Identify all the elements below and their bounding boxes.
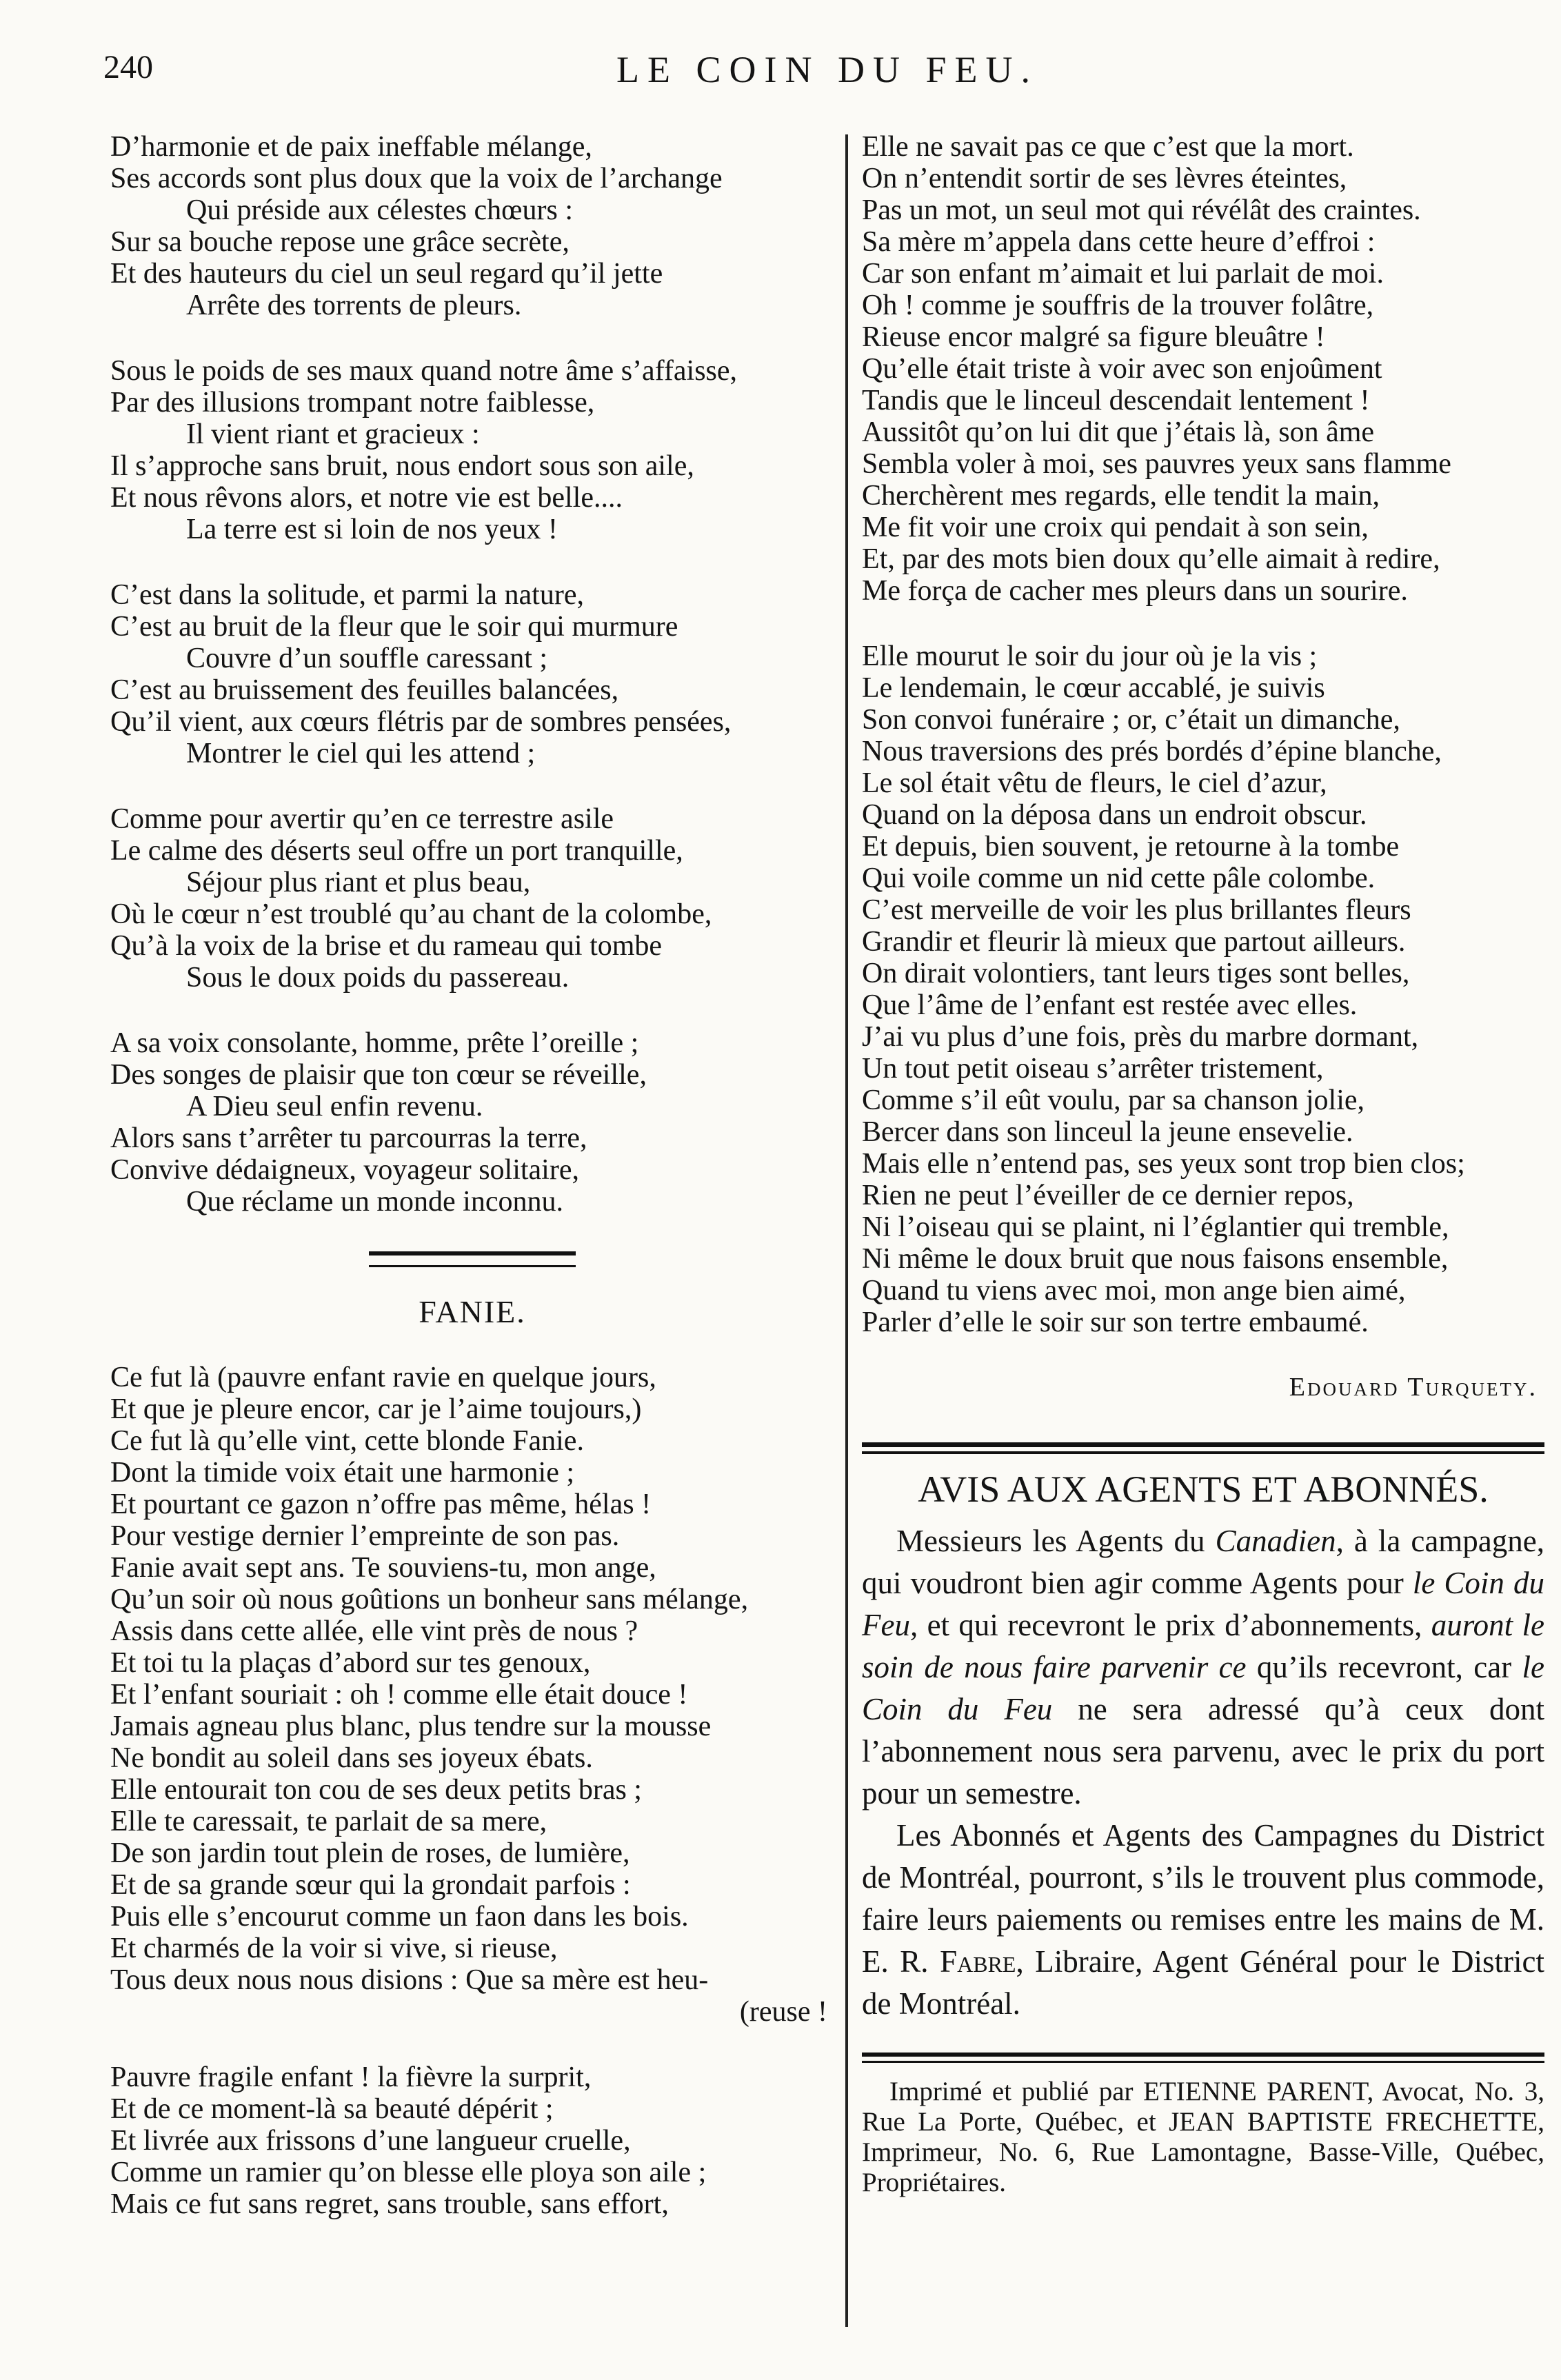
poem-ange-stanzas	[110, 131, 834, 1218]
poem-fanie-continued	[862, 131, 1544, 1338]
notice-title: AVIS AUX AGENTS ET ABONNÉS.	[918, 1469, 1489, 1510]
section-rule	[369, 1251, 576, 1267]
notice-paragraph-2: Les Abonnés et Agents des Campagnes du District de Montréal, pourront, s’ils le trouvent plus commode, faire leurs paiements ou remises entre les mains de M. E. R. Fabre, Libraire, Agent Général pour le District de Montréal.	[862, 1818, 1544, 2021]
verse-line: C’est dans la solitude, et parmi la nature,	[110, 579, 584, 611]
verse-line: Pour vestige dernier l’empreinte de son pas.	[110, 1520, 620, 1552]
verse-line: Ni l’oiseau qui se plaint, ni l’églantier qui tremble,	[862, 1211, 1449, 1243]
verse-line: Et nous rêvons alors, et notre vie est belle....	[110, 482, 623, 514]
verse-line: Que réclame un monde inconnu.	[186, 1186, 563, 1218]
verse-line: Des songes de plaisir que ton cœur se réveille,	[110, 1059, 647, 1091]
verse-line: Qui préside aux célestes chœurs :	[186, 194, 573, 226]
stanza	[862, 641, 1544, 1338]
stanza	[110, 131, 834, 321]
verse-line: Et depuis, bien souvent, je retourne à la tombe	[862, 831, 1400, 863]
verse-line: Ne bondit au soleil dans ses joyeux ébats.	[110, 1742, 593, 1774]
verse-line: Quand tu viens avec moi, mon ange bien aimé,	[862, 1275, 1406, 1307]
verse-line: Rieuse encor malgré sa figure bleuâtre !	[862, 321, 1325, 353]
right-column	[862, 131, 1544, 2198]
notice-body	[862, 1520, 1544, 2025]
verse-line: Bercer dans son linceul la jeune ensevelie.	[862, 1116, 1353, 1148]
verse-line: Sur sa bouche repose une grâce secrète,	[110, 226, 570, 258]
verse-line: Et l’enfant souriait : oh ! comme elle était douce !	[110, 1679, 688, 1711]
verse-line: Et, par des mots bien doux qu’elle aimait à redire,	[862, 543, 1440, 575]
poem-fanie-stanzas	[110, 1362, 834, 2220]
verse-line: Oh ! comme je souffris de la trouver folâtre,	[862, 290, 1374, 321]
verse-line: Arrête des torrents de pleurs.	[186, 290, 522, 321]
verse-line: Sous le poids de ses maux quand notre âme s’affaisse,	[110, 355, 738, 387]
verse-line: Qu’un soir où nous goûtions un bonheur sans mélange,	[110, 1584, 749, 1615]
stanza	[110, 803, 834, 994]
verse-line: Ce fut là (pauvre enfant ravie en quelque jours,	[110, 1362, 656, 1393]
verse-line: Nous traversions des prés bordés d’épine blanche,	[862, 736, 1442, 767]
imprint-text: Imprimé et publié par ETIENNE PARENT, Avocat, No. 3, Rue La Porte, Québec, et JEAN BAPTISTE FRECHETTE, Imprimeur, No. 6, Rue Lamontagne, Basse-Ville, Québec, Propriétaires.	[862, 2077, 1544, 2197]
verse-line: Qu’elle était triste à voir avec son enjoûment	[862, 353, 1382, 385]
verse-line: J’ai vu plus d’une fois, près du marbre dormant,	[862, 1021, 1419, 1053]
verse-line: Et de ce moment-là sa beauté dépérit ;	[110, 2093, 554, 2125]
verse-line: Couvre d’un souffle caressant ;	[186, 643, 548, 674]
verse-line: Ce fut là qu’elle vint, cette blonde Fanie.	[110, 1425, 584, 1457]
verse-line: Elle te caressait, te parlait de sa mere,	[110, 1806, 547, 1837]
verse-line: Tous deux nous nous disions : Que sa mère est heu-	[110, 1964, 709, 1996]
verse-line: Comme s’il eût voulu, par sa chanson jolie,	[862, 1085, 1365, 1116]
verse-line: Où le cœur n’est troublé qu’au chant de la colombe,	[110, 898, 712, 930]
verse-line: Jamais agneau plus blanc, plus tendre sur la mousse	[110, 1711, 712, 1742]
author-signature: Edouard Turquety.	[1289, 1373, 1538, 1402]
section-rule	[862, 2053, 1544, 2063]
notice-paragraph-1: Messieurs les Agents du Canadien, à la campagne, qui voudront bien agir comme Agents pour le Coin du Feu, et qui recevront le prix d’abonnements, auront le soin de nous faire parvenir ce qu’ils recevront, car le Coin du Feu ne sera adressé qu’à ceux dont l’abonnement nous sera parvenu, avec le prix du port pour un semestre.	[862, 1524, 1544, 1811]
verse-line: Dont la timide voix était une harmonie ;	[110, 1457, 575, 1489]
verse-line: Un tout petit oiseau s’arrêter tristement,	[862, 1053, 1324, 1085]
verse-line: Me fit voir une croix qui pendait à son sein,	[862, 512, 1369, 543]
page-number: 240	[103, 49, 153, 85]
verse-line: Que l’âme de l’enfant est restée avec elles.	[862, 989, 1358, 1021]
verse-line: Mais elle n’entend pas, ses yeux sont trop bien clos;	[862, 1148, 1465, 1180]
verse-line: Le lendemain, le cœur accablé, je suivis	[862, 672, 1325, 704]
verse-line: C’est au bruit de la fleur que le soir qui murmure	[110, 611, 678, 643]
verse-line: Montrer le ciel qui les attend ;	[186, 738, 536, 769]
verse-line: Comme un ramier qu’on blesse elle ploya son aile ;	[110, 2157, 707, 2188]
verse-line: Et des hauteurs du ciel un seul regard qu’il jette	[110, 258, 663, 290]
verse-line: Et charmés de la voir si vive, si rieuse,	[110, 1933, 558, 1964]
fanie-title: FANIE.	[419, 1294, 526, 1329]
verse-line: On dirait volontiers, tant leurs tiges sont belles,	[862, 958, 1410, 989]
verse-line: Cherchèrent mes regards, elle tendit la main,	[862, 480, 1380, 512]
verse-line: On n’entendit sortir de ses lèvres éteintes,	[862, 163, 1347, 194]
verse-line: Mais ce fut sans regret, sans trouble, sans effort,	[110, 2188, 669, 2220]
left-column	[110, 131, 834, 2254]
verse-line: Comme pour avertir qu’en ce terrestre asile	[110, 803, 614, 835]
verse-line: Ses accords sont plus doux que la voix de l’archange	[110, 163, 723, 194]
verse-line: A sa voix consolante, homme, prête l’oreille ;	[110, 1027, 639, 1059]
verse-line: Me força de cacher mes pleurs dans un sourire.	[862, 575, 1408, 607]
verse-line: Le calme des déserts seul offre un port tranquille,	[110, 835, 683, 867]
verse-line: D’harmonie et de paix ineffable mélange,	[110, 131, 592, 163]
verse-line: Séjour plus riant et plus beau,	[186, 867, 531, 898]
verse-line: Alors sans t’arrêter tu parcourras la terre,	[110, 1122, 587, 1154]
stanza	[110, 355, 834, 545]
verse-line: Convive dédaigneux, voyageur solitaire,	[110, 1154, 579, 1186]
stanza	[110, 1027, 834, 1218]
verse-line: Et de sa grande sœur qui la grondait parfois :	[110, 1869, 631, 1901]
verse-line: Le sol était vêtu de fleurs, le ciel d’azur,	[862, 767, 1327, 799]
verse-line: Par des illusions trompant notre faiblesse,	[110, 387, 595, 418]
stanza	[110, 2061, 834, 2220]
verse-line: Ni même le doux bruit que nous faisons ensemble,	[862, 1243, 1449, 1275]
verse-line: Sous le doux poids du passereau.	[186, 962, 570, 994]
verse-line: Parler d’elle le soir sur son tertre embaumé.	[862, 1307, 1369, 1338]
verse-line: Et pourtant ce gazon n’offre pas même, hélas !	[110, 1489, 652, 1520]
verse-line: Son convoi funéraire ; or, c’était un dimanche,	[862, 704, 1400, 736]
verse-line: Elle ne savait pas ce que c’est que la mort.	[862, 131, 1354, 163]
page-header	[103, 48, 1551, 97]
verse-line: Et toi tu la plaças d’abord sur tes genoux,	[110, 1647, 591, 1679]
verse-line: De son jardin tout plein de roses, de lumière,	[110, 1837, 630, 1869]
verse-line: Tandis que le linceul descendait lentement !	[862, 385, 1370, 416]
verse-line: Assis dans cette allée, elle vint près de nous ?	[110, 1615, 638, 1647]
section-rule	[862, 1442, 1544, 1454]
verse-line: Quand on la déposa dans un endroit obscur.	[862, 799, 1367, 831]
verse-line: Qu’il vient, aux cœurs flétris par de sombres pensées,	[110, 706, 732, 738]
stanza	[110, 579, 834, 769]
running-head: LE COIN DU FEU.	[616, 49, 1038, 90]
verse-line: A Dieu seul enfin revenu.	[186, 1091, 483, 1122]
imprint-block	[862, 2077, 1544, 2198]
verse-line: Aussitôt qu’on lui dit que j’étais là, son âme	[862, 416, 1375, 448]
stanza	[110, 1362, 834, 2028]
verse-line: Rien ne peut l’éveiller de ce dernier repos,	[862, 1180, 1354, 1211]
verse-line: Elle entourait ton cou de ses deux petits bras ;	[110, 1774, 642, 1806]
verse-line: Sembla voler à moi, ses pauvres yeux sans flamme	[862, 448, 1451, 480]
verse-line: Fanie avait sept ans. Te souviens-tu, mon ange,	[110, 1552, 656, 1584]
verse-line: Grandir et fleurir là mieux que partout ailleurs.	[862, 926, 1406, 958]
verse-line: C’est au bruissement des feuilles balancées,	[110, 674, 619, 706]
verse-line: Et que je pleure encor, car je l’aime toujours,)	[110, 1393, 642, 1425]
verse-line: Elle mourut le soir du jour où je la vis ;	[862, 641, 1318, 672]
verse-line: (reuse !	[739, 1996, 827, 2028]
verse-line: Pas un mot, un seul mot qui révélât des craintes.	[862, 194, 1421, 226]
verse-line: Sa mère m’appela dans cette heure d’effroi :	[862, 226, 1376, 258]
column-divider	[845, 134, 848, 2327]
verse-line: C’est merveille de voir les plus brillantes fleurs	[862, 894, 1411, 926]
verse-line: Qui voile comme un nid cette pâle colombe.	[862, 863, 1376, 894]
verse-line: Il s’approche sans bruit, nous endort sous son aile,	[110, 450, 694, 482]
verse-line: Il vient riant et gracieux :	[186, 418, 480, 450]
verse-line: Puis elle s’encourut comme un faon dans les bois.	[110, 1901, 689, 1933]
verse-line: La terre est si loin de nos yeux !	[186, 514, 558, 545]
verse-line: Car son enfant m’aimait et lui parlait de moi.	[862, 258, 1384, 290]
verse-line: Pauvre fragile enfant ! la fièvre la surprit,	[110, 2061, 592, 2093]
verse-line: Et livrée aux frissons d’une langueur cruelle,	[110, 2125, 631, 2157]
stanza	[862, 131, 1544, 607]
verse-line: Qu’à la voix de la brise et du rameau qui tombe	[110, 930, 663, 962]
